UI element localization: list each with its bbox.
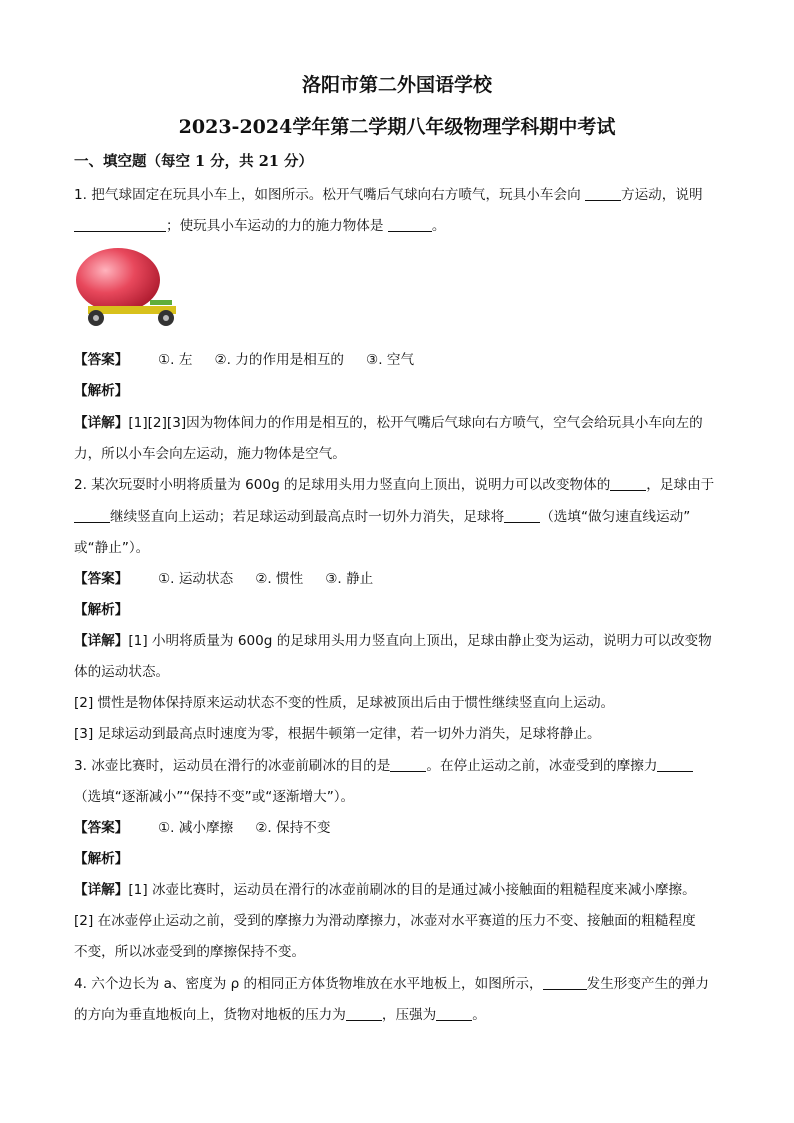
q4-text-a: 4. 六个边长为 a、密度为 ρ 的相同正方体货物堆放在水平地板上，如图所示， bbox=[74, 976, 543, 992]
balloon-shape bbox=[76, 248, 160, 312]
q3-analysis-label bbox=[74, 847, 158, 867]
q2-analysis-label bbox=[74, 598, 158, 618]
q1-text-a: 1. 把气球固定在玩具小车上，如图所示。松开气嘴后气球向右方喷气，玩具小车会向 bbox=[74, 187, 585, 203]
answer-label: 【答案】 bbox=[74, 571, 129, 587]
car-nozzle bbox=[150, 300, 172, 305]
q2-detail-3: [2] 惯性是物体保持原来运动状态不变的性质，足球被顶出后由于惯性继续竖直向上运动。 bbox=[74, 695, 615, 711]
answer-label: 【答案】 bbox=[74, 352, 129, 368]
q4-blank-2 bbox=[346, 1006, 382, 1021]
q1-answer bbox=[74, 348, 436, 368]
car-hub-right bbox=[163, 315, 169, 321]
q2-line-3: 或“静止”）。 bbox=[74, 540, 150, 556]
q1-text-b: 方运动，说明 bbox=[620, 187, 703, 203]
q2-text-d: （选填“做匀速直线运动” bbox=[540, 509, 691, 525]
q3-text-b: 。在停止运动之前，冰壶受到的摩擦力 bbox=[426, 758, 658, 774]
detail-label: 【详解】 bbox=[74, 415, 129, 431]
q1-detail-2: 力，所以小车会向左运动，施力物体是空气。 bbox=[74, 446, 346, 462]
q4-blank-1 bbox=[543, 975, 587, 990]
q2-line-1 bbox=[74, 473, 714, 493]
q1-answer-1: ①. 左 bbox=[158, 352, 193, 368]
q2-answer-2: ②. 惯性 bbox=[255, 571, 304, 587]
q2-text-c: 继续竖直向上运动；若足球运动到最高点时一切外力消失，足球将 bbox=[110, 509, 505, 525]
q2-answer-1: ①. 运动状态 bbox=[158, 571, 234, 587]
q3-detail-2: [2] 在冰壶停止运动之前，受到的摩擦力为滑动摩擦力，冰壶对水平赛道的压力不变、接触面的粗糙程度 bbox=[74, 913, 696, 929]
q3-line-1 bbox=[74, 754, 693, 774]
q4-line-1 bbox=[74, 972, 709, 992]
q3-line-2: （选填“逐渐减小”“保持不变”或“逐渐增大”）。 bbox=[74, 789, 355, 805]
q2-text-b: ，足球由于 bbox=[646, 477, 715, 493]
q2-detail-1 bbox=[74, 629, 712, 649]
q4-text-e: 。 bbox=[472, 1007, 486, 1023]
analysis-label: 【解析】 bbox=[74, 383, 129, 399]
q1-line-2 bbox=[74, 214, 445, 234]
q2-text-a: 2. 某次玩耍时小明将质量为 600g 的足球用头用力竖直向上顶出，说明力可以改变物体的 bbox=[74, 477, 611, 493]
exam-title: 2023-2024学年第二学期八年级物理学科期中考试 bbox=[178, 116, 616, 138]
q1-analysis-label bbox=[74, 379, 158, 399]
q1-blank-1 bbox=[585, 186, 621, 201]
detail-label: 【详解】 bbox=[74, 633, 129, 649]
analysis-label: 【解析】 bbox=[74, 851, 129, 867]
q2-detail-4: [3] 足球运动到最高点时速度为零，根据牛顿第一定律，若一切外力消失，足球将静止。 bbox=[74, 726, 601, 742]
q1-detail-text-1: [1][2][3]因为物体间力的作用是相互的，松开气嘴后气球向右方喷气，空气会给玩具小车向左的 bbox=[128, 415, 703, 431]
q2-line-2 bbox=[74, 505, 690, 525]
q3-text-a: 3. 冰壶比赛时，运动员在滑行的冰壶前刷冰的目的是 bbox=[74, 758, 391, 774]
q2-blank-2 bbox=[74, 508, 110, 523]
q1-line-1 bbox=[74, 183, 703, 203]
q1-answer-3: ③. 空气 bbox=[366, 352, 415, 368]
analysis-label: 【解析】 bbox=[74, 602, 129, 618]
section-title: 一、填空题（每空 1 分，共 21 分） bbox=[74, 153, 313, 170]
answer-label: 【答案】 bbox=[74, 820, 129, 836]
q3-detail-1 bbox=[74, 878, 696, 898]
q1-blank-3 bbox=[388, 217, 432, 232]
q3-blank-1 bbox=[390, 757, 426, 772]
q3-answer-2: ②. 保持不变 bbox=[255, 820, 331, 836]
detail-label: 【详解】 bbox=[74, 882, 129, 898]
balloon-car-figure bbox=[74, 246, 184, 332]
q4-text-c: 的方向为垂直地板向上，货物对地板的压力为 bbox=[74, 1007, 346, 1023]
q1-answer-2: ②. 力的作用是相互的 bbox=[214, 352, 345, 368]
q1-detail-1 bbox=[74, 411, 703, 431]
q4-text-b: 发生形变产生的弹力 bbox=[586, 976, 709, 992]
q4-line-2 bbox=[74, 1003, 486, 1023]
q2-answer bbox=[74, 567, 395, 587]
q2-detail-2: 体的运动状态。 bbox=[74, 664, 170, 680]
q2-detail-text-1: [1] 小明将质量为 600g 的足球用头用力竖直向上顶出，足球由静止变为运动，说明力可以改变物 bbox=[128, 633, 712, 649]
car-hub-left bbox=[93, 315, 99, 321]
q3-detail-text-1: [1] 冰壶比赛时，运动员在滑行的冰壶前刷冰的目的是通过减小接触面的粗糙程度来减小摩擦。 bbox=[128, 882, 696, 898]
q3-answer bbox=[74, 816, 352, 836]
q2-answer-3: ③. 静止 bbox=[325, 571, 374, 587]
school-title: 洛阳市第二外国语学校 bbox=[301, 74, 492, 96]
q1-blank-2 bbox=[74, 217, 166, 232]
q2-blank-1 bbox=[610, 476, 646, 491]
q3-blank-2 bbox=[657, 757, 693, 772]
q1-text-d: 。 bbox=[431, 218, 446, 234]
q4-blank-3 bbox=[436, 1006, 472, 1021]
q3-answer-1: ①. 减小摩擦 bbox=[158, 820, 234, 836]
q1-text-c: ；使玩具小车运动的力的施力物体是 bbox=[166, 218, 388, 234]
q2-blank-3 bbox=[504, 508, 540, 523]
q3-detail-3: 不变，所以冰壶受到的摩擦保持不变。 bbox=[74, 944, 306, 960]
q4-text-d: ，压强为 bbox=[381, 1007, 437, 1023]
